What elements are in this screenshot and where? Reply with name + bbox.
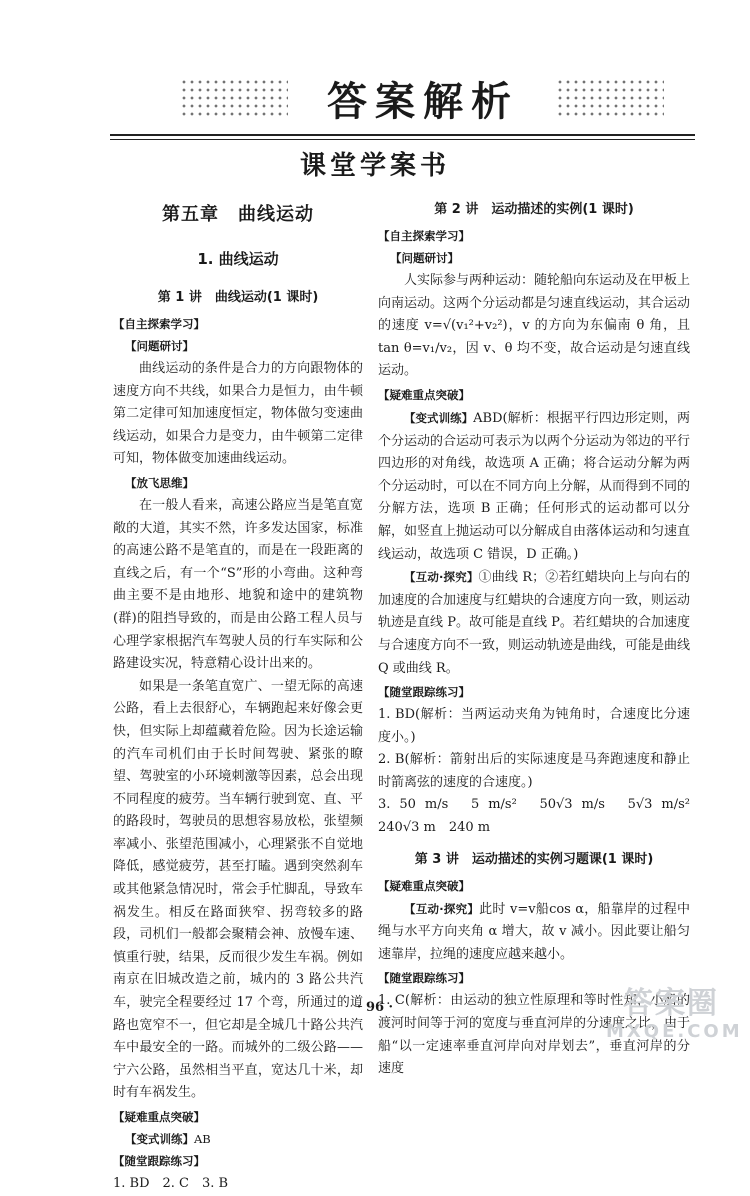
header-divider: [110, 134, 695, 140]
page-header: [110, 64, 695, 144]
tag-variant-2: 【变式训练】: [404, 410, 474, 425]
interact-text: ①曲线 R；②若红蜡块向上与向右的加速度的合加速度与红蜡块的合速度方向一致，则运动轨迹是直线 P。故可能是直线 P。若红蜡块的合加速度与合速度方向不一致，则运动轨迹是曲线，可能是曲线 Q 或曲线 R。: [378, 570, 691, 676]
tag-self-study: 【自主探索学习】: [113, 317, 205, 331]
paragraph-inquiry-2: 人实际参与两种运动：随轮船向东运动及在甲板上向南运动。这两个分运动都是匀速直线运动，其合运动的速度 v=√(v₁²+v₂²)，v 的方向为东偏南 θ 角，且 tan θ=v₁/v₂，因 v、θ 均不变，故合运动是匀速直线运动。: [378, 273, 691, 379]
answer-2: 2. B(解析：箭射出后的实际速度是马奔跑速度和静止时箭离弦的速度的合速度。): [378, 752, 690, 790]
page-number: · 96 ·: [356, 1000, 394, 1015]
tag-variant: 【变式训练】: [125, 1132, 194, 1146]
tag-inquiry: 【问题研讨】: [125, 339, 194, 353]
answer-4: 1. C(解析：由运动的独立性原理和等时性知，小船的渡河时间等于河的宽度与垂直河岸的分速度之比，由于船“以一定速率垂直河岸向对岸划去”，垂直河岸的分速度: [378, 993, 691, 1077]
answer-3: 3. 50 m/s 5 m/s² 50√3 m/s 5√3 m/s² 240√3 m 240 m: [378, 797, 704, 836]
paragraph-thinking-1: 在一般人看来，高速公路应当是笔直宽敞的大道，其实不然，许多发达国家，标准的高速公路不是笔直的，而是在一段距离的直线之后，有一个“S”形的小弯曲。这种弯曲主要不是由地形、地貌和途中的建筑物(群)的阻挡导致的，而是由公路工程人员与心理学家根据汽车驾驶人员的行车实际和公路建设实况，特意精心设计出来的。: [113, 497, 363, 672]
left-column: [113, 196, 363, 1196]
lecture-2-heading: 第 2 讲 运动描述的实例(1 课时): [434, 202, 634, 217]
paragraph-inquiry: 曲线运动的条件是合力的方向跟物体的速度方向不共线，如果合力是恒力，由牛顿第二定律可知加速度恒定，物体做匀变速曲线运动，如果合力是变力，由牛顿第二定律可知，物体做变加速曲线运动。: [113, 361, 363, 467]
interact-block-2: [378, 898, 690, 967]
chapter-heading: 第五章 曲线运动: [162, 204, 314, 225]
tag-difficulty: 【疑难重点突破】: [113, 1110, 205, 1124]
watermark-logo: [606, 986, 743, 1046]
section-title: 答案解析: [327, 78, 519, 125]
tag-inquiry-2: 【问题研讨】: [390, 251, 459, 265]
watermark-sub: MXQE.COM: [606, 1021, 743, 1042]
variant-answer: AB: [194, 1132, 211, 1146]
book-title: 课堂学案书: [299, 151, 450, 181]
watermark-main: 答案圈: [623, 986, 719, 1021]
lecture-3-heading: 第 3 讲 运动描述的实例习题课(1 课时): [414, 851, 654, 867]
decorative-dots-left: [180, 78, 288, 118]
answer-1: 1. BD(解析：当两运动夹角为钝角时，合速度比分速度小。): [378, 707, 690, 745]
decorative-dots-right: [556, 78, 664, 118]
tag-thinking: 【放飞思维】: [125, 475, 194, 490]
tag-self-study-2: 【自主探索学习】: [378, 229, 470, 243]
tag-practice-3: 【随堂跟踪练习】: [378, 971, 470, 986]
tag-interact-2: 【互动·探究】: [404, 901, 480, 916]
variant-line: [113, 1129, 363, 1149]
tag-difficulty-2: 【疑难重点突破】: [378, 387, 470, 402]
section-heading: 1. 曲线运动: [197, 250, 279, 268]
right-column: [378, 196, 704, 1081]
paragraph-thinking-2: 如果是一条笔直宽广、一望无际的高速公路，看上去很舒心，车辆跑起来好像会更快，但实际上却蕴藏着危险。因为长途运输的汽车司机们由于长时间驾驶、紧张的瞭望、驾驶室的小环境刺激等因素，总会出现不同程度的疲劳。当车辆行驶到宽、直、平的路段时，驾驶员的思想容易放松，张望频率减小、张望范围减小，心理紧张不自觉地降低，感觉疲劳，甚至打瞌。遇到突然刹车或其他紧急情况时，常会手忙脚乱，导致车祸发生。相反在路面狭窄、拐弯较多的路段，司机们一般都会聚精会神、放慢车速、慎重行驶，结果，反而很少发生车祸。例如南京在旧城改造之前，城内的 3 路公共汽车，驶完全程要经过 17 个弯，所通过的道路也宽窄不一，但它却是全城几十路公共汽车中最安全的一路。而城外的二级公路——宁六公路，虽然相当平直，宽达几十米，却时有车祸发生。: [113, 678, 363, 1101]
tag-interact: 【互动·探究】: [404, 570, 479, 585]
tag-practice-2: 【随堂跟踪练习】: [378, 685, 470, 700]
tag-difficulty-3: 【疑难重点突破】: [378, 878, 470, 893]
interact-text-2: 此时 v=v船cos α，船靠岸的过程中绳与水平方向夹角 α 增大，故 v 减小。因此要让船匀速靠岸，拉绳的速度应越来越小。: [378, 901, 690, 962]
tag-practice: 【随堂跟踪练习】: [113, 1154, 205, 1168]
practice-answers: 1. BD 2. C 3. B: [113, 1176, 229, 1191]
variant-text: ABD(解析：根据平行四边形定则，两个分运动的合运动可表示为以两个分运动为邻边的平行四边形的对角线，故选项 A 正确；将合运动分解为两个分运动时，可以在不同方向上分解，从而得到不同的分解方法，选项 B 正确；任何形式的运动都可以分解，如竖直上抛运动可以分解成自由落体运动和匀速直线运动，故选项 C 错误，D 正确。): [378, 410, 691, 562]
lecture-heading: 第 1 讲 曲线运动(1 课时): [157, 290, 319, 305]
interact-block: [378, 566, 690, 680]
variant-block: [378, 407, 690, 566]
